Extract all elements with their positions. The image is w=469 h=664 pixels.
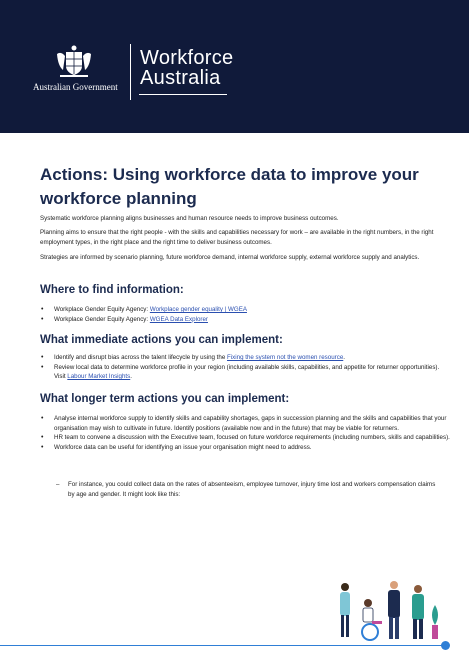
brand-bracket xyxy=(130,44,136,100)
government-wordmark: Australian Government xyxy=(33,82,118,92)
fixing-the-system-link[interactable]: Fixing the system not the women resource xyxy=(227,354,344,361)
info-sources-list xyxy=(40,305,450,324)
brand-line-1: Workforce xyxy=(140,47,234,69)
coat-of-arms-icon xyxy=(54,44,94,80)
list-item: • Analyse internal workforce supply to identify skills and capability shortages, gaps in succession planning and the skills and capabilities that your organisation may wish to cultivate in future. Identify positions (available now and in the future) that may be viable for returners. xyxy=(40,414,450,433)
page-title: Actions: Using workforce data to improve your workforce planning xyxy=(40,165,419,208)
sub-list-item: – For instance, you could collect data on the rates of absenteeism, employee turnover, injury time lost and workers compensation claims by age and gender. It might look like this: xyxy=(56,481,436,498)
list-item: • Identify and disrupt bias across the talent lifecycle by using the Fixing the system not the women resource. xyxy=(40,353,450,363)
header-banner xyxy=(0,0,469,133)
footer-rule-dot xyxy=(441,641,450,650)
list-item: • Workforce data can be useful for identifying an issue your organisation might need to address. xyxy=(40,443,450,453)
section-heading-immediate-actions: What immediate actions you can implement: xyxy=(40,334,283,346)
intro-paragraph-3: Strategies are informed by scenario planning, future workforce demand, internal workforce supply, external workforce supply and analytics. xyxy=(40,254,420,261)
footer-rule xyxy=(0,645,445,646)
wgea-data-explorer-link[interactable]: WGEA Data Explorer xyxy=(149,315,208,323)
longer-term-actions-list xyxy=(40,414,450,452)
intro-paragraph-1: Systematic workforce planning aligns businesses and human resource needs to improve business outcomes. xyxy=(40,215,339,222)
brand-underline xyxy=(139,94,227,95)
labour-market-insights-link[interactable]: Labour Market Insights xyxy=(67,373,131,380)
list-item: • HR team to convene a discussion with the Executive team, focused on future workforce requirements (including numbers, skills and capabilities). xyxy=(40,433,450,443)
intro-paragraph-2: Planning aims to ensure that the right people - with the skills and capabilities necessary for work – are available in the right numbers, in the right employment types, in the right place and the right time to deliver business outcomes. xyxy=(40,229,434,246)
list-item: • Workplace Gender Equity Agency: Workplace gender equality | WGEA xyxy=(40,305,450,315)
section-heading-where-to-find: Where to find information: xyxy=(40,284,184,296)
workforce-australia-logo xyxy=(140,48,233,88)
section-heading-longer-term-actions: What longer term actions you can implement: xyxy=(40,393,290,405)
people-illustration xyxy=(332,577,442,643)
list-item: • Review local data to determine workforce profile in your region (including available skills, capabilities, and appetite for returner opportunities). Visit Labour Market Insights. xyxy=(40,363,450,382)
list-item: • Workplace Gender Equity Agency: WGEA Data Explorer xyxy=(40,315,450,325)
wgea-gender-equality-link[interactable]: Workplace gender equality | WGEA xyxy=(149,306,247,313)
brand-line-2: Australia xyxy=(140,67,221,89)
immediate-actions-list xyxy=(40,353,450,382)
dash-marker: – xyxy=(56,481,60,488)
